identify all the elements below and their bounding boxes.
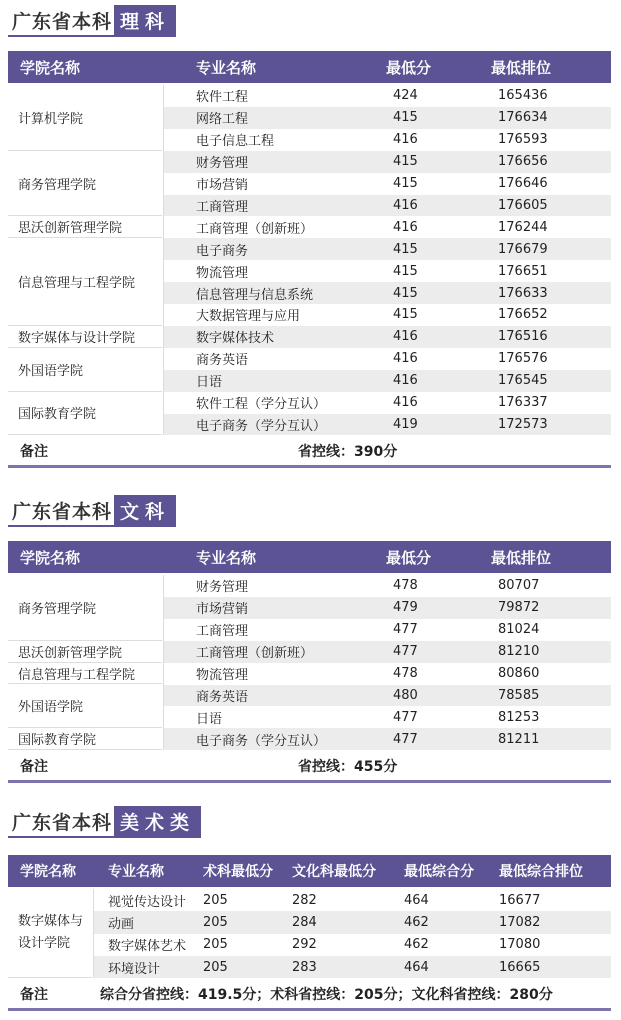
college-name: 商务管理学院	[8, 151, 162, 217]
section-title-main: 广东省本科	[12, 811, 113, 834]
score-value: 176656	[498, 154, 548, 170]
major-name: 工商管理（创新班）	[196, 221, 314, 237]
major-name: 视觉传达设计	[108, 894, 187, 910]
major-name: 网络工程	[196, 112, 249, 128]
column-header: 最低排位	[491, 58, 552, 77]
major-name: 财务管理	[196, 580, 249, 596]
score-value: 415	[393, 176, 418, 192]
score-value: 416	[393, 132, 418, 148]
score-value: 462	[404, 914, 429, 930]
score-value: 176244	[498, 219, 548, 235]
column-header: 学院名称	[20, 864, 76, 880]
score-value: 477	[393, 731, 418, 747]
score-value: 477	[393, 622, 418, 638]
major-name: 财务管理	[196, 156, 249, 172]
table-header	[8, 855, 611, 887]
college-name: 外国语学院	[8, 348, 162, 392]
college-name: 思沃创新管理学院	[8, 216, 162, 238]
score-value: 464	[404, 892, 429, 908]
college-name: 数字媒体与设计学院	[8, 326, 162, 348]
score-value: 415	[393, 154, 418, 170]
major-name: 电子商务（学分互认）	[196, 733, 327, 749]
score-value: 284	[292, 914, 317, 930]
score-value: 415	[393, 241, 418, 257]
section-title-tag: 文科	[114, 495, 176, 525]
major-name: 电子商务（学分互认）	[196, 418, 327, 434]
score-value: 415	[393, 263, 418, 279]
score-value: 416	[393, 373, 418, 389]
score-value: 416	[393, 329, 418, 345]
score-value: 81211	[498, 731, 540, 747]
section-title	[8, 495, 176, 527]
column-header: 最低分	[386, 548, 432, 567]
score-value: 176646	[498, 176, 548, 192]
score-value: 416	[393, 219, 418, 235]
section-title-tag: 美术类	[114, 806, 201, 836]
column-header: 最低排位	[491, 548, 552, 567]
college-name: 信息管理与工程学院	[8, 238, 162, 326]
score-value: 176679	[498, 241, 548, 257]
score-value: 419	[393, 416, 418, 432]
control-line-text: 省控线：390分	[298, 444, 398, 461]
score-value: 17080	[499, 937, 541, 953]
college-name: 思沃创新管理学院	[8, 641, 162, 663]
column-header: 术科最低分	[203, 864, 273, 880]
score-value: 80860	[498, 666, 540, 682]
score-value: 17082	[499, 914, 541, 930]
score-value: 176545	[498, 373, 548, 389]
score-value: 81253	[498, 709, 540, 725]
major-name: 电子信息工程	[196, 134, 275, 150]
college-name: 国际教育学院	[8, 728, 162, 750]
remark-label: 备注	[20, 987, 48, 1004]
college-name: 数字媒体与设计学院	[8, 889, 92, 978]
score-value: 176652	[498, 307, 548, 323]
score-value: 16677	[499, 892, 541, 908]
column-header: 专业名称	[108, 864, 164, 880]
section-title-tag: 理科	[114, 5, 176, 35]
column-header: 专业名称	[196, 548, 257, 567]
column-divider	[163, 575, 164, 750]
score-value: 462	[404, 937, 429, 953]
score-value: 478	[393, 578, 418, 594]
major-name: 大数据管理与应用	[196, 309, 301, 325]
score-value: 81210	[498, 644, 540, 660]
major-name: 数字媒体技术	[196, 331, 275, 347]
score-value: 176651	[498, 263, 548, 279]
score-value: 176593	[498, 132, 548, 148]
score-value: 205	[203, 959, 228, 975]
major-name: 市场营销	[196, 602, 249, 618]
score-value: 282	[292, 892, 317, 908]
remark-row	[8, 752, 611, 783]
major-name: 商务英语	[196, 689, 249, 705]
major-name: 环境设计	[108, 961, 161, 977]
major-name: 软件工程（学分互认）	[196, 397, 327, 413]
college-name: 外国语学院	[8, 685, 162, 729]
college-name: 商务管理学院	[8, 575, 162, 641]
major-name: 电子商务	[196, 243, 249, 259]
table-row	[8, 934, 611, 956]
column-divider	[163, 85, 164, 435]
column-header: 文化科最低分	[292, 864, 376, 880]
major-name: 动画	[108, 916, 135, 932]
score-value: 478	[393, 666, 418, 682]
column-header: 最低综合分	[404, 864, 474, 880]
score-value: 176337	[498, 395, 548, 411]
column-header: 学院名称	[20, 58, 81, 77]
major-name: 工商管理（创新班）	[196, 646, 314, 662]
column-header: 学院名称	[20, 548, 81, 567]
remark-row	[8, 980, 611, 1011]
control-line-text: 综合分省控线：419.5分；术科省控线：205分；文化科省控线：280分	[100, 987, 553, 1004]
score-value: 479	[393, 600, 418, 616]
score-value: 176605	[498, 197, 548, 213]
major-name: 工商管理	[196, 624, 249, 640]
table-header	[8, 541, 611, 573]
table-row	[8, 911, 611, 933]
score-value: 165436	[498, 88, 548, 104]
score-value: 292	[292, 937, 317, 953]
major-name: 物流管理	[196, 265, 249, 281]
column-divider	[93, 889, 94, 978]
score-value: 205	[203, 892, 228, 908]
score-value: 480	[393, 687, 418, 703]
score-value: 416	[393, 197, 418, 213]
major-name: 数字媒体艺术	[108, 939, 187, 955]
table-row	[8, 956, 611, 978]
score-value: 176576	[498, 351, 548, 367]
major-name: 日语	[196, 711, 223, 727]
score-value: 205	[203, 937, 228, 953]
section-title	[8, 806, 201, 838]
major-name: 软件工程	[196, 90, 249, 106]
remark-row	[8, 437, 611, 468]
major-name: 物流管理	[196, 668, 249, 684]
major-name: 商务英语	[196, 353, 249, 369]
college-name: 信息管理与工程学院	[8, 663, 162, 685]
score-value: 205	[203, 914, 228, 930]
score-value: 477	[393, 709, 418, 725]
college-name: 国际教育学院	[8, 392, 162, 436]
score-value: 464	[404, 959, 429, 975]
major-name: 市场营销	[196, 178, 249, 194]
major-name: 工商管理	[196, 199, 249, 215]
score-value: 16665	[499, 959, 541, 975]
column-header: 最低分	[386, 58, 432, 77]
remark-label: 备注	[20, 444, 48, 461]
table-header	[8, 51, 611, 83]
score-value: 176516	[498, 329, 548, 345]
control-line-text: 省控线：455分	[298, 759, 398, 776]
section-title-main: 广东省本科	[12, 10, 113, 33]
score-value: 79872	[498, 600, 540, 616]
score-value: 283	[292, 959, 317, 975]
score-value: 415	[393, 285, 418, 301]
score-value: 424	[393, 88, 418, 104]
column-header: 专业名称	[196, 58, 257, 77]
score-value: 416	[393, 395, 418, 411]
score-value: 172573	[498, 416, 548, 432]
score-value: 80707	[498, 578, 540, 594]
table-row	[8, 889, 611, 911]
section-title	[8, 5, 176, 37]
score-value: 416	[393, 351, 418, 367]
college-name: 计算机学院	[8, 85, 162, 151]
remark-label: 备注	[20, 759, 48, 776]
column-header: 最低综合排位	[499, 864, 583, 880]
major-name: 日语	[196, 375, 223, 391]
section-title-main: 广东省本科	[12, 500, 113, 523]
score-value: 477	[393, 644, 418, 660]
score-value: 81024	[498, 622, 540, 638]
major-name: 信息管理与信息系统	[196, 287, 314, 303]
score-value: 78585	[498, 687, 540, 703]
score-value: 176633	[498, 285, 548, 301]
score-value: 415	[393, 307, 418, 323]
score-value: 415	[393, 110, 418, 126]
score-value: 176634	[498, 110, 548, 126]
